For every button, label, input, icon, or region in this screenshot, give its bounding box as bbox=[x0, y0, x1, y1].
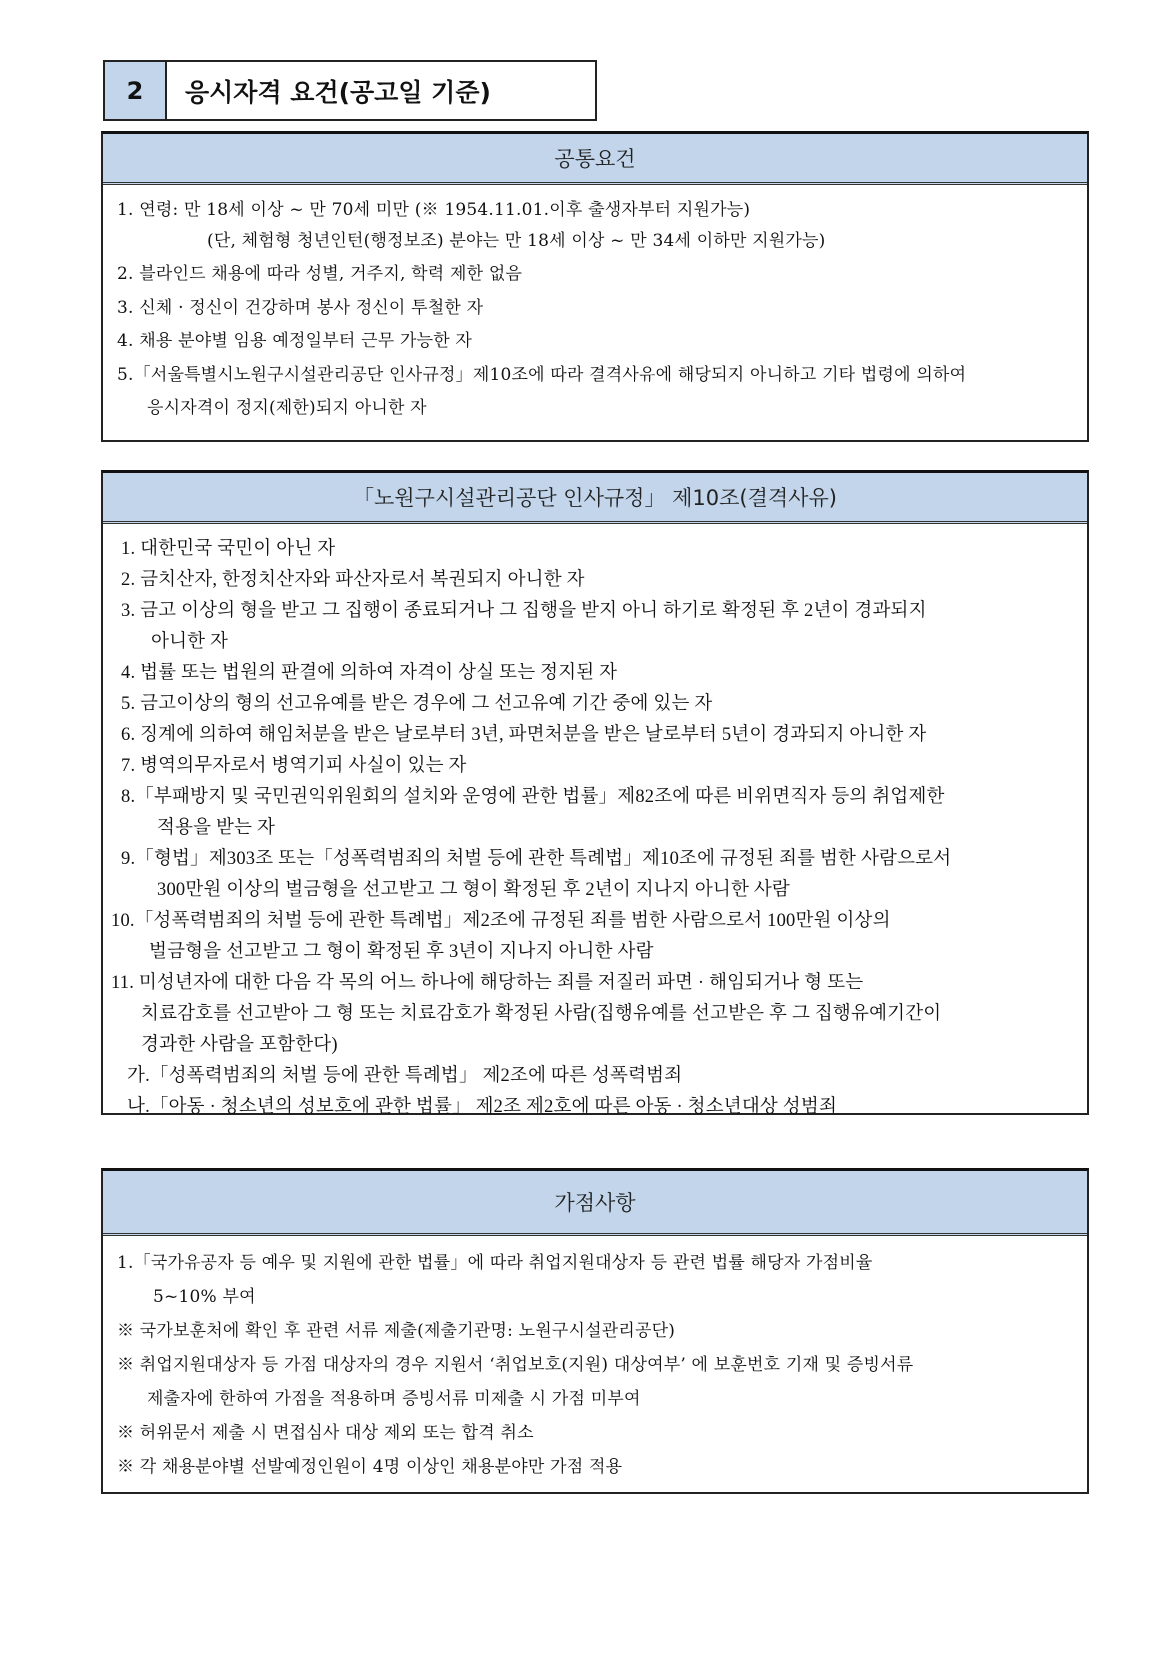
list-item: 가.「성폭력범죄의 처벌 등에 관한 특례법」 제2조에 따른 성폭력범죄 bbox=[127, 1066, 683, 1086]
list-item: 벌금형을 선고받고 그 형이 확정된 후 3년이 지나지 아니한 사람 bbox=[149, 942, 654, 962]
list-item: 5.「서울특별시노원구시설관리공단 인사규정」제10조에 따라 결격사유에 해당되지 아니하고 기타 법령에 의하여 bbox=[117, 365, 967, 385]
list-item: 1. 연령: 만 18세 이상 ~ 만 70세 미만 (※ 1954.11.01.이후 출생자부터 지원가능) bbox=[117, 200, 751, 220]
list-item: 1.「국가유공자 등 예우 및 지원에 관한 법률」에 따라 취업지원대상자 등 관련 법률 해당자 가점비율 bbox=[117, 1253, 873, 1273]
common-requirements-box bbox=[101, 131, 1089, 442]
list-item: 7. 병역의무자로서 병역기피 사실이 있는 자 bbox=[121, 756, 467, 776]
section-heading: 응시자격 요건(공고일 기준) bbox=[185, 77, 491, 107]
common-requirements-header: 공통요건 bbox=[103, 134, 1087, 185]
list-item: 5~10% 부여 bbox=[153, 1287, 256, 1307]
section-number: 2 bbox=[105, 62, 167, 119]
bonus-points-box bbox=[101, 1168, 1089, 1494]
list-item: 경과한 사람을 포함한다) bbox=[141, 1035, 338, 1055]
list-item: 2. 금치산자, 한정치산자와 파산자로서 복권되지 아니한 자 bbox=[121, 570, 585, 590]
disqualification-box bbox=[101, 470, 1089, 1115]
list-item: ※ 국가보훈처에 확인 후 관련 서류 제출(제출기관명: 노원구시설관리공단) bbox=[117, 1321, 676, 1341]
section-title bbox=[103, 60, 597, 121]
list-item: ※ 허위문서 제출 시 면접심사 대상 제외 또는 합격 취소 bbox=[117, 1423, 534, 1443]
list-item: (단, 체험형 청년인턴(행정보조) 분야는 만 18세 이상 ~ 만 34세 이하만 지원가능) bbox=[207, 231, 826, 251]
list-item: 3. 신체 · 정신이 건강하며 봉사 정신이 투철한 자 bbox=[117, 298, 484, 318]
list-item: 3. 금고 이상의 형을 받고 그 집행이 종료되거나 그 집행을 받지 아니 하기로 확정된 후 2년이 경과되지 bbox=[121, 601, 927, 621]
list-item: 적용을 받는 자 bbox=[157, 818, 276, 838]
list-item: 2. 블라인드 채용에 따라 성별, 거주지, 학력 제한 없음 bbox=[117, 264, 523, 284]
list-item: 10.「성폭력범죄의 처벌 등에 관한 특례법」제2조에 규정된 죄를 범한 사람으로서 100만원 이상의 bbox=[111, 911, 891, 931]
list-item: 11. 미성년자에 대한 다음 각 목의 어느 하나에 해당하는 죄를 저질러 파면 · 해임되거나 형 또는 bbox=[111, 973, 864, 993]
list-item: 응시자격이 정지(제한)되지 아니한 자 bbox=[147, 398, 427, 418]
list-item: ※ 각 채용분야별 선발예정인원이 4명 이상인 채용분야만 가점 적용 bbox=[117, 1457, 623, 1477]
list-item: 나.「아동 · 청소년의 성보호에 관한 법률」 제2조 제2호에 따른 아동 · 청소년대상 성범죄 bbox=[127, 1097, 838, 1117]
list-item: 300만원 이상의 벌금형을 선고받고 그 형이 확정된 후 2년이 지나지 아니한 사람 bbox=[157, 880, 791, 900]
list-item: 6. 징계에 의하여 해임처분을 받은 날로부터 3년, 파면처분을 받은 날로부터 5년이 경과되지 아니한 자 bbox=[121, 725, 927, 745]
disqualification-header: 「노원구시설관리공단 인사규정」 제10조(결격사유) bbox=[103, 473, 1087, 524]
list-item: 5. 금고이상의 형의 선고유예를 받은 경우에 그 선고유예 기간 중에 있는 자 bbox=[121, 694, 713, 714]
list-item: 4. 채용 분야별 임용 예정일부터 근무 가능한 자 bbox=[117, 331, 473, 351]
list-item: ※ 취업지원대상자 등 가점 대상자의 경우 지원서 ‘취업보호(지원) 대상여부’ 에 보훈번호 기재 및 증빙서류 bbox=[117, 1355, 914, 1375]
list-item: 9.「형법」제303조 또는「성폭력범죄의 처벌 등에 관한 특례법」제10조에 규정된 죄를 범한 사람으로서 bbox=[121, 849, 952, 869]
list-item: 4. 법률 또는 법원의 판결에 의하여 자격이 상실 또는 정지된 자 bbox=[121, 663, 618, 683]
list-item: 제출자에 한하여 가점을 적용하며 증빙서류 미제출 시 가점 미부여 bbox=[147, 1389, 641, 1409]
list-item: 아니한 자 bbox=[151, 632, 229, 652]
list-item: 8.「부패방지 및 국민권익위원회의 설치와 운영에 관한 법률」제82조에 따른 비위면직자 등의 취업제한 bbox=[121, 787, 945, 807]
list-item: 치료감호를 선고받아 그 형 또는 치료감호가 확정된 사람(집행유예를 선고받은 후 그 집행유예기간이 bbox=[141, 1004, 942, 1024]
list-item: 1. 대한민국 국민이 아닌 자 bbox=[121, 539, 336, 559]
bonus-points-header: 가점사항 bbox=[103, 1171, 1087, 1236]
